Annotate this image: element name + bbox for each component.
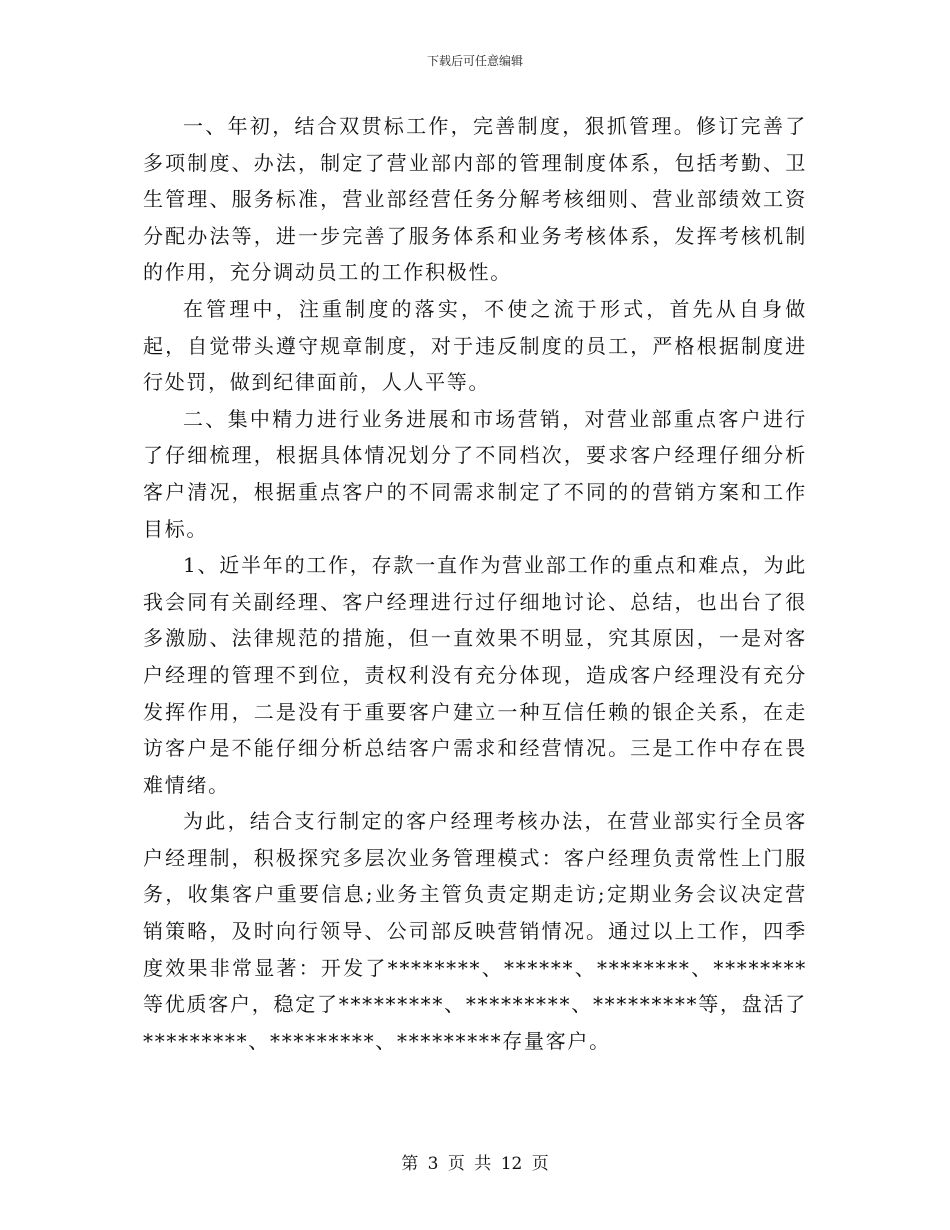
paragraph-3: 二、集中精力进行业务进展和市场营销，对营业部重点客户进行了仔细梳理，根据具体情况划分了不同档次，要求客户经理仔细分析客户清况，根据重点客户的不同需求制定了不同的的营销方案和工作目标。 bbox=[143, 406, 807, 541]
header-note: 下载后可任意编辑 bbox=[426, 54, 523, 68]
paragraph-2: 在管理中，注重制度的落实，不使之流于形式，首先从自身做起，自觉带头遵守规章制度，对于违反制度的员工，严格根据制度进行处罚，做到纪律面前，人人平等。 bbox=[143, 296, 807, 395]
document-body bbox=[143, 108, 807, 1059]
paragraph-1: 一、年初，结合双贯标工作，完善制度，狠抓管理。修订完善了多项制度、办法，制定了营业部内部的管理制度体系，包括考勤、卫生管理、服务标准，营业部经营任务分解考核细则、营业部绩效工资分配办法等，进一步完善了服务体系和业务考核体系，发挥考核机制的作用，充分调动员工的工作积极性。 bbox=[143, 114, 807, 285]
paragraph-4: 1、近半年的工作，存款一直作为营业部工作的重点和难点，为此我会同有关副经理、客户经理进行过仔细地讨论、总结，也出台了很多激励、法律规范的措施，但一直效果不明显，究其原因，一是对客户经理的管理不到位，责权利没有充分体现，造成客户经理没有充分发挥作用，二是没有于重要客户建立一种互信任赖的银企关系，在走访客户是不能仔细分析总结客户需求和经营情况。三是工作中存在畏难情绪。 bbox=[143, 553, 807, 797]
paragraph-5: 为此，结合支行制定的客户经理考核办法，在营业部实行全员客户经理制，积极探究多层次业务管理模式：客户经理负责常性上门服务，收集客户重要信息;业务主管负责定期走访;定期业务会议决定营销策略，及时向行领导、公司部反映营销情况。通过以上工作，四季度效果非常显著：开发了********、******、********、********等优质客户，稳定了*********、*********、*********等，盘活了*********、*********、*********存量客户。 bbox=[143, 809, 807, 1053]
page-number: 第 3 页 共 12 页 bbox=[401, 1154, 549, 1174]
